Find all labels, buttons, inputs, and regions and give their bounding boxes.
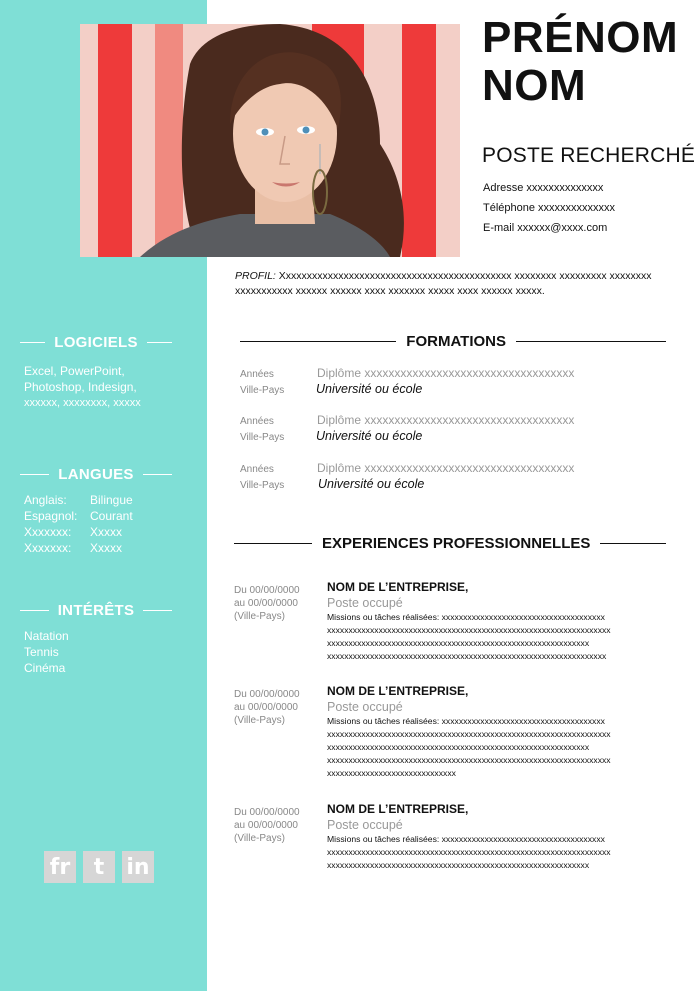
logiciels-heading — [20, 334, 172, 351]
divider — [147, 342, 172, 343]
candidate-name — [482, 14, 678, 110]
formation-diploma: Diplôme xxxxxxxxxxxxxxxxxxxxxxxxxxxxxxxxxxx — [317, 366, 575, 380]
facebook-icon[interactable]: fr — [44, 851, 76, 883]
profile-photo — [80, 24, 460, 257]
langue-level: Xxxxx — [90, 541, 123, 555]
divider — [143, 474, 172, 475]
experience-place: (Ville-Pays) — [234, 715, 285, 726]
mission-line: xxxxxxxxxxxxxxxxxxxxxxxxxxxxxx — [327, 768, 456, 778]
experience-missions — [327, 611, 667, 663]
divider — [20, 474, 49, 475]
experience-from: Du 00/00/0000 — [234, 807, 300, 818]
divider — [143, 610, 172, 611]
langue-name: Xxxxxxx: — [24, 525, 72, 539]
last-name: NOM — [482, 61, 587, 110]
experience-to: au 00/00/0000 — [234, 598, 298, 609]
formation-meta — [240, 462, 284, 494]
langue-level: Bilingue — [90, 493, 133, 507]
experience-position: Poste occupé — [327, 700, 403, 714]
formation-years: Années — [240, 369, 274, 380]
experience-to: au 00/00/0000 — [234, 702, 298, 713]
langues-list — [24, 492, 133, 556]
experience-dates — [234, 806, 300, 845]
formation-place: Ville-Pays — [240, 385, 285, 396]
job-title: POSTE RECHERCHÉ — [482, 144, 696, 167]
divider — [516, 341, 666, 342]
formations-title: FORMATIONS — [406, 333, 506, 350]
logiciels-list — [24, 363, 141, 411]
experience-position: Poste occupé — [327, 596, 403, 610]
mission-line: xxxxxxxxxxxxxxxxxxxxxxxxxxxxxxxxxxxxxxxxxxxxxxxxxxxxxxxxxxxxxxxxxx — [327, 847, 611, 857]
divider — [600, 543, 666, 544]
profile-label: PROFIL: — [235, 270, 276, 282]
formation-school: Université ou école — [316, 382, 423, 396]
contact-address: Adresse xxxxxxxxxxxxxx — [483, 182, 604, 194]
formation-meta — [240, 414, 284, 446]
langue-name: Anglais: — [24, 493, 67, 507]
experience-to: au 00/00/0000 — [234, 820, 298, 831]
experience-body — [327, 684, 667, 780]
langue-row — [24, 524, 133, 540]
formations-heading — [240, 333, 666, 350]
langues-heading — [20, 466, 172, 483]
mission-line: xxxxxxxxxxxxxxxxxxxxxxxxxxxxxxxxxxxxxxxxxxxxxxxxxxxxxxxxxxxxx — [327, 860, 590, 870]
contact-phone: Téléphone xxxxxxxxxxxxxx — [483, 202, 616, 214]
divider — [20, 342, 45, 343]
langues-title: LANGUES — [58, 466, 134, 483]
experience-missions — [327, 833, 667, 872]
formation-diploma: Diplôme xxxxxxxxxxxxxxxxxxxxxxxxxxxxxxxxxxx — [317, 413, 575, 427]
mission-line: xxxxxxxxxxxxxxxxxxxxxxxxxxxxxxxxxxxxxxxxxxxxxxxxxxxxxxxxxxxxxxxxx — [327, 651, 607, 661]
interets-heading — [20, 602, 172, 619]
langue-level: Courant — [90, 509, 133, 523]
formation-school: Université ou école — [318, 477, 425, 491]
mission-line: Missions ou tâches réalisées: xxxxxxxxxxxxxxxxxxxxxxxxxxxxxxxxxxxxxx — [327, 716, 605, 726]
experience-from: Du 00/00/0000 — [234, 585, 300, 596]
contact-block — [483, 178, 615, 238]
formation-place: Ville-Pays — [240, 480, 285, 491]
divider — [240, 341, 396, 342]
langue-row — [24, 508, 133, 524]
social-links — [44, 851, 154, 883]
langue-row — [24, 492, 133, 508]
experiences-heading — [234, 535, 666, 552]
first-name: PRÉNOM — [482, 13, 679, 62]
logiciels-title: LOGICIELS — [54, 334, 138, 351]
profile-body: Xxxxxxxxxxxxxxxxxxxxxxxxxxxxxxxxxxxxxxxxxxxx xxxxxxxx xxxxxxxxx xxxxxxxx xxxxxxxxxxx xxxxxx xxxxxx xxxx xxxxxxx xxxxx xxxx xxxxxx xxxxx. — [235, 270, 652, 297]
interets-list — [24, 628, 69, 676]
logiciels-line: xxxxxx, xxxxxxxx, xxxxx — [24, 397, 141, 409]
interets-title: INTÉRÊTS — [57, 602, 135, 619]
divider — [20, 610, 49, 611]
formation-years: Années — [240, 464, 274, 475]
experience-company: NOM DE L’ENTREPRISE, — [327, 580, 469, 594]
mission-line: xxxxxxxxxxxxxxxxxxxxxxxxxxxxxxxxxxxxxxxxxxxxxxxxxxxxxxxxxxxxxxxxxx — [327, 625, 611, 635]
mission-line: Missions ou tâches réalisées: xxxxxxxxxxxxxxxxxxxxxxxxxxxxxxxxxxxxxx — [327, 612, 605, 622]
linkedin-icon[interactable]: in — [122, 851, 154, 883]
mission-line: xxxxxxxxxxxxxxxxxxxxxxxxxxxxxxxxxxxxxxxxxxxxxxxxxxxxxxxxxxxxx — [327, 638, 590, 648]
formation-school: Université ou école — [316, 429, 423, 443]
formation-meta — [240, 367, 284, 399]
divider — [234, 543, 312, 544]
experience-body — [327, 802, 667, 872]
experience-from: Du 00/00/0000 — [234, 689, 300, 700]
experience-place: (Ville-Pays) — [234, 833, 285, 844]
mission-line: Missions ou tâches réalisées: xxxxxxxxxxxxxxxxxxxxxxxxxxxxxxxxxxxxxx — [327, 834, 605, 844]
experience-place: (Ville-Pays) — [234, 611, 285, 622]
langue-row — [24, 540, 133, 556]
experience-company: NOM DE L’ENTREPRISE, — [327, 802, 469, 816]
langue-name: Espagnol: — [24, 509, 78, 523]
formation-years: Années — [240, 416, 274, 427]
langue-level: Xxxxx — [90, 525, 123, 539]
logiciels-line: Excel, PowerPoint, — [24, 364, 125, 378]
experience-company: NOM DE L’ENTREPRISE, — [327, 684, 469, 698]
interet-item: Tennis — [24, 645, 59, 659]
twitter-icon[interactable]: t — [83, 851, 115, 883]
contact-email: E-mail xxxxxx@xxxx.com — [483, 222, 608, 234]
experience-dates — [234, 584, 300, 623]
experience-body — [327, 580, 667, 663]
profile-text — [235, 269, 665, 299]
mission-line: xxxxxxxxxxxxxxxxxxxxxxxxxxxxxxxxxxxxxxxxxxxxxxxxxxxxxxxxxxxxxxxxxx — [327, 755, 611, 765]
interet-item: Cinéma — [24, 661, 66, 675]
interet-item: Natation — [24, 629, 69, 643]
mission-line: xxxxxxxxxxxxxxxxxxxxxxxxxxxxxxxxxxxxxxxxxxxxxxxxxxxxxxxxxxxxxxxxxx — [327, 729, 611, 739]
mission-line: xxxxxxxxxxxxxxxxxxxxxxxxxxxxxxxxxxxxxxxxxxxxxxxxxxxxxxxxxxxxx — [327, 742, 590, 752]
formation-place: Ville-Pays — [240, 432, 285, 443]
langue-name: Xxxxxxx: — [24, 541, 72, 555]
experience-dates — [234, 688, 300, 727]
experience-missions — [327, 715, 667, 780]
experience-position: Poste occupé — [327, 818, 403, 832]
experiences-title: EXPERIENCES PROFESSIONNELLES — [322, 535, 591, 552]
logiciels-line: Photoshop, Indesign, — [24, 380, 137, 394]
formation-diploma: Diplôme xxxxxxxxxxxxxxxxxxxxxxxxxxxxxxxxxxx — [317, 461, 575, 475]
